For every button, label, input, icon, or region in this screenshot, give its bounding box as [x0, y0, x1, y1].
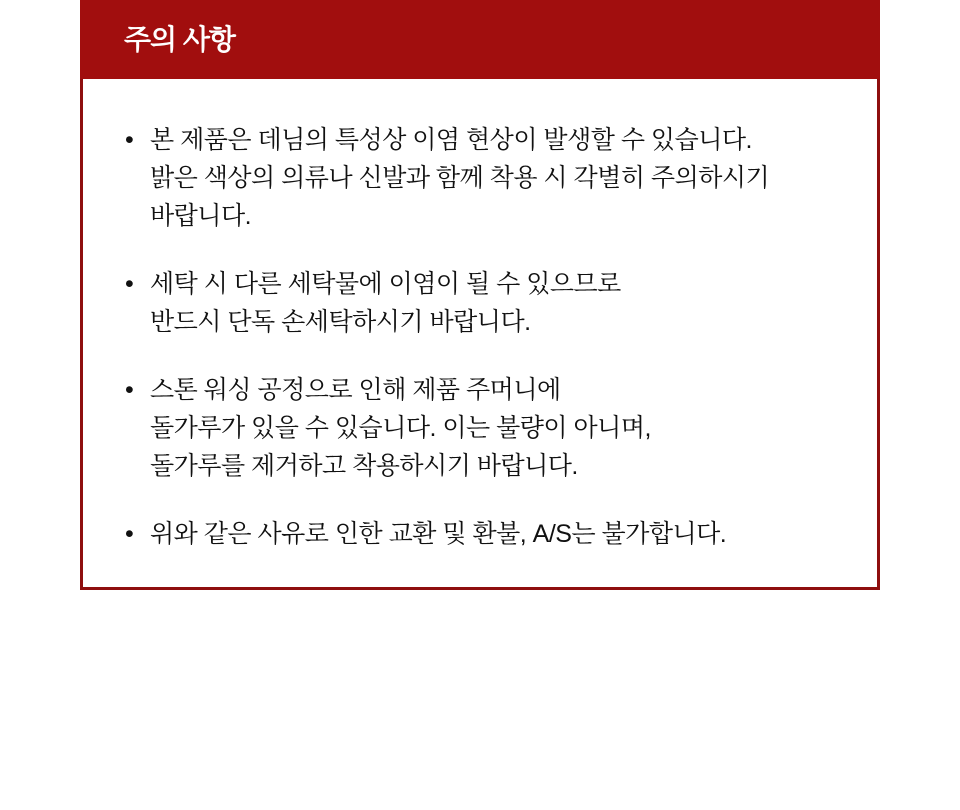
bullet-text [150, 371, 847, 485]
notice-line: 밝은 색상의 의류나 신발과 함께 착용 시 각별히 주의하시기 [150, 164, 770, 192]
bullet-text [150, 121, 847, 235]
bullet-text [150, 265, 847, 341]
notice-line: 돌가루가 있을 수 있습니다. 이는 불량이 아니며, [150, 414, 651, 442]
bullet-marker: • [125, 376, 134, 404]
bullet-marker: • [125, 126, 134, 154]
notice-line: 반드시 단독 손세탁하시기 바랍니다. [150, 308, 531, 336]
notice-line: 세탁 시 다른 세탁물에 이염이 될 수 있으므로 [150, 270, 621, 298]
bullet-item [125, 121, 847, 235]
notice-line: 돌가루를 제거하고 착용하시기 바랍니다. [150, 452, 578, 480]
bullet-item [125, 265, 847, 341]
bullet-text [150, 515, 847, 553]
notice-header [80, 0, 880, 79]
notice-line: 위와 같은 사유로 인한 교환 및 환불, A/S는 불가합니다. [150, 520, 727, 548]
bullet-item [125, 371, 847, 485]
notice-title: 주의 사항 [124, 23, 235, 55]
caution-notice-box [80, 0, 880, 590]
notice-body [80, 79, 880, 590]
bullet-item [125, 515, 847, 553]
notice-line: 스톤 워싱 공정으로 인해 제품 주머니에 [150, 376, 561, 404]
notice-line: 바랍니다. [150, 202, 252, 230]
bullet-marker: • [125, 270, 134, 298]
bullet-marker: • [125, 520, 134, 548]
notice-line: 본 제품은 데님의 특성상 이염 현상이 발생할 수 있습니다. [150, 126, 752, 154]
